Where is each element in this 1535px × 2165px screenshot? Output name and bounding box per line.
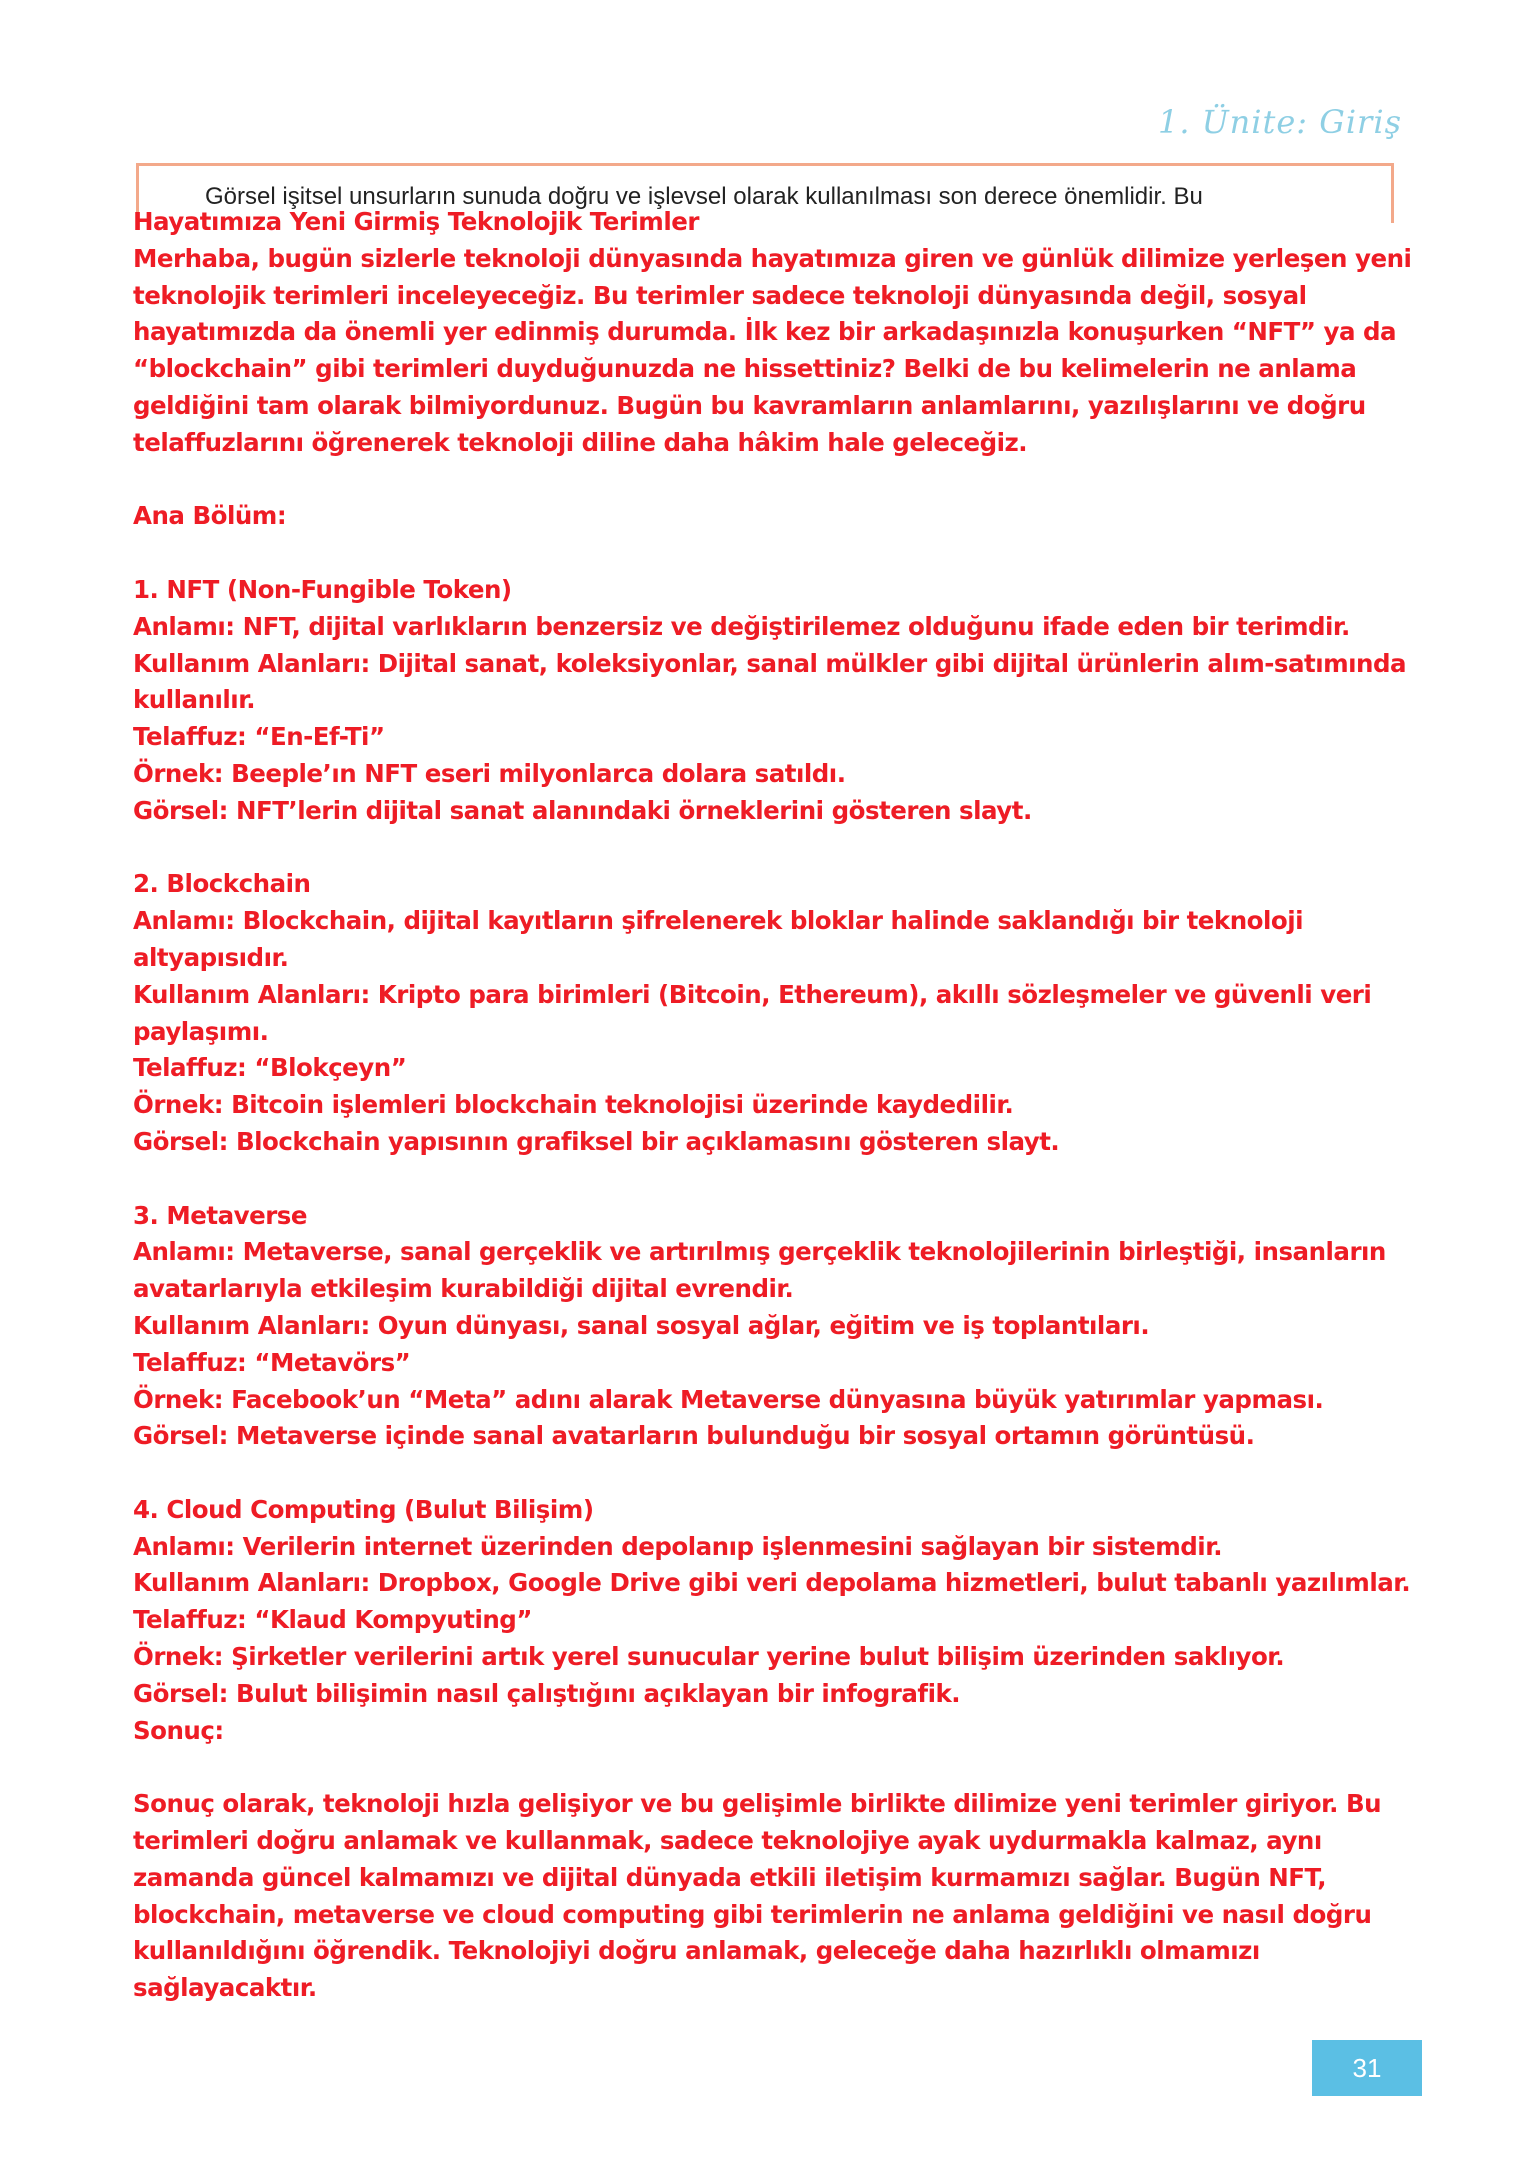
section-line: Telaffuz: “Blokçeyn” <box>133 1053 407 1083</box>
section-line: Anlamı: Verilerin internet üzerinden depolanıp işlenmesini sağlayan bir sistemdir. <box>133 1531 1223 1561</box>
section-heading: 2. Blockchain <box>133 869 311 899</box>
article-title: Hayatımıza Yeni Girmiş Teknolojik Terimler <box>133 207 699 236</box>
article-body <box>133 204 1433 2007</box>
section-nft <box>133 572 1433 830</box>
section-line: Kullanım Alanları: Kripto para birimleri (Bitcoin, Ethereum), akıllı sözleşmeler ve güvenli veri <box>133 979 1372 1009</box>
section-line: Telaffuz: “Klaud Kompyuting” <box>133 1605 532 1635</box>
intro-line: hayatımızda da önemli yer edinmiş durumda. İlk kez bir arkadaşınızla konuşurken “NFT” ya da <box>133 317 1397 347</box>
section-line: Örnek: Şirketler verilerini artık yerel sunucular yerine bulut bilişim üzerinden saklıyor. <box>133 1642 1285 1672</box>
intro-line: teknolojik terimleri inceleyeceğiz. Bu terimler sadece teknoloji dünyasında değil, sosyal <box>133 280 1307 310</box>
section-line: Görsel: Metaverse içinde sanal avatarların bulunduğu bir sosyal ortamın görüntüsü. <box>133 1421 1255 1451</box>
section-cloud-computing <box>133 1492 1433 1750</box>
section-line: Kullanım Alanları: Dropbox, Google Drive gibi veri depolama hizmetleri, bulut tabanlı yazılımlar. <box>133 1568 1411 1598</box>
section-line: avatarlarıyla etkileşim kurabildiği dijital evrendir. <box>133 1274 794 1304</box>
conclusion-line: Sonuç olarak, teknoloji hızla gelişiyor ve bu gelişimle birlikte dilimize yeni terimler giriyor. Bu <box>133 1789 1382 1819</box>
conclusion-line: terimleri doğru anlamak ve kullanmak, sadece teknolojiye ayak uydurmakla kalmaz, aynı <box>133 1826 1322 1856</box>
section-line: Örnek: Facebook’un “Meta” adını alarak Metaverse dünyasına büyük yatırımlar yapması. <box>133 1384 1324 1414</box>
section-line: Örnek: Beeple’ın NFT eseri milyonlarca dolara satıldı. <box>133 758 846 788</box>
intro-line: Merhaba, bugün sizlerle teknoloji dünyasında hayatımıza giren ve günlük dilimize yerleşen yeni <box>133 243 1412 273</box>
section-line: altyapısıdır. <box>133 942 289 972</box>
conclusion-line: zamanda güncel kalmamızı ve dijital dünyada etkili iletişim kurmamızı sağlar. Bugün NFT, <box>133 1862 1327 1892</box>
section-line: Görsel: NFT’lerin dijital sanat alanındaki örneklerini gösteren slayt. <box>133 795 1032 825</box>
section-line: kullanılır. <box>133 685 256 715</box>
section-line: Görsel: Blockchain yapısının grafiksel bir açıklamasını gösteren slayt. <box>133 1126 1060 1156</box>
page-number: 31 <box>1312 2040 1422 2096</box>
section-heading: 3. Metaverse <box>133 1200 307 1230</box>
section-line: Örnek: Bitcoin işlemleri blockchain teknolojisi üzerinde kaydedilir. <box>133 1090 1014 1120</box>
section-line: paylaşımı. <box>133 1016 269 1046</box>
section-line: Anlamı: NFT, dijital varlıkların benzersiz ve değiştirilemez olduğunu ifade eden bir terimdir. <box>133 611 1350 641</box>
section-line: Telaffuz: “Metavörs” <box>133 1347 411 1377</box>
conclusion-line: blockchain, metaverse ve cloud computing gibi terimlerin ne anlama geldiğini ve nasıl doğru <box>133 1899 1372 1929</box>
conclusion-heading: Sonuç: <box>133 1715 224 1745</box>
conclusion <box>133 1786 1433 2007</box>
intro-line: telaffuzlarını öğrenerek teknoloji diline daha hâkim hale geleceğiz. <box>133 427 1028 457</box>
section-line: Telaffuz: “En-Ef-Ti” <box>133 722 385 752</box>
section-line: Kullanım Alanları: Dijital sanat, koleksiyonlar, sanal mülkler gibi dijital ürünlerin alım-satımında <box>133 648 1407 678</box>
conclusion-line: sağlayacaktır. <box>133 1973 317 2003</box>
intro-line: “blockchain” gibi terimleri duyduğunuzda ne hissettiniz? Belki de bu kelimelerin ne anlama <box>133 354 1357 384</box>
info-box-text: Görsel işitsel unsurların sunuda doğru ve işlevsel olarak kullanılması son derece önemlidir. Bu <box>205 183 1203 210</box>
section-heading: 1. NFT (Non-Fungible Token) <box>133 574 512 604</box>
section-line: Anlamı: Blockchain, dijital kayıtların şifrelenerek bloklar halinde saklandığı bir teknoloji <box>133 906 1304 936</box>
main-heading: Ana Bölüm: <box>133 501 287 531</box>
section-line: Görsel: Bulut bilişimin nasıl çalıştığını açıklayan bir infografik. <box>133 1678 961 1708</box>
section-metaverse <box>133 1198 1433 1456</box>
unit-title: 1. Ünite: Giriş <box>1157 103 1402 141</box>
section-line: Anlamı: Metaverse, sanal gerçeklik ve artırılmış gerçeklik teknolojilerinin birleştiği, insanların <box>133 1237 1386 1267</box>
section-line: Kullanım Alanları: Oyun dünyası, sanal sosyal ağlar, eğitim ve iş toplantıları. <box>133 1310 1150 1340</box>
section-blockchain <box>133 866 1433 1160</box>
conclusion-line: kullanıldığını öğrendik. Teknolojiyi doğru anlamak, geleceğe daha hazırlıklı olmamızı <box>133 1936 1260 1966</box>
intro-line: geldiğini tam olarak bilmiyordunuz. Bugün bu kavramların anlamlarını, yazılışlarını ve doğru <box>133 390 1366 420</box>
section-heading: 4. Cloud Computing (Bulut Bilişim) <box>133 1494 594 1524</box>
